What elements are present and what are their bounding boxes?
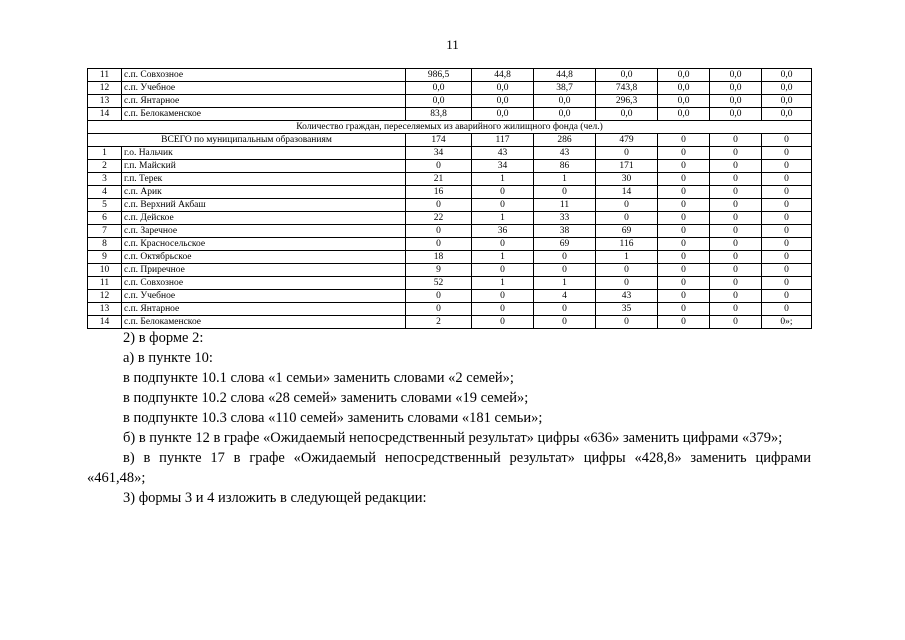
cell-value: 44,8 [472,69,534,82]
cell-value: 0 [762,212,812,225]
cell-value: 0»; [762,316,812,329]
municipality-name: с.п. Верхний Акбаш [122,199,406,212]
cell-value: 0 [472,199,534,212]
paragraph: 2) в форме 2: [123,330,204,346]
cell-value: 0,0 [710,82,762,95]
section-heading-group [88,121,812,147]
cell-value: 0 [710,186,762,199]
cell-value: 0 [596,277,658,290]
cell-value: 0 [472,186,534,199]
table-row [88,69,812,82]
cell-value: 0,0 [406,82,472,95]
paragraph: в подпункте 10.2 слова «28 семей» заменить словами «19 семей»; [123,390,529,406]
total-value: 286 [534,134,596,147]
cell-value: 0 [710,160,762,173]
cell-value: 0 [658,173,710,186]
cell-value: 34 [406,147,472,160]
cell-value: 0 [406,160,472,173]
table-row [88,160,812,173]
paragraph-continuation: «461,48»; [87,470,146,486]
cell-value: 0 [472,238,534,251]
cell-value: 38 [534,225,596,238]
cell-value: 0 [596,264,658,277]
cell-value: 36 [472,225,534,238]
cell-value: 0,0 [762,95,812,108]
cell-value: 0,0 [406,95,472,108]
table-row [88,225,812,238]
table-row [88,277,812,290]
cell-value: 986,5 [406,69,472,82]
table-row [88,238,812,251]
municipality-name: с.п. Дейское [122,212,406,225]
paragraph: 3) формы 3 и 4 изложить в следующей редакции: [123,490,427,506]
cell-value: 0 [658,212,710,225]
municipality-name: с.п. Учебное [122,290,406,303]
cell-value: 0 [762,147,812,160]
section-heading: Количество граждан, переселяемых из аварийного жилищного фонда (чел.) [88,121,812,134]
total-value: 0 [710,134,762,147]
municipality-name: с.п. Октябрьское [122,251,406,264]
cell-value: 0 [762,303,812,316]
cell-value: 0 [762,238,812,251]
cell-value: 0 [762,199,812,212]
municipality-name: с.п. Белокаменское [122,108,406,121]
table-row [88,264,812,277]
cell-value: 0 [710,290,762,303]
cell-value: 0,0 [472,82,534,95]
row-number: 12 [88,82,122,95]
cell-value: 1 [472,212,534,225]
cell-value: 0 [710,264,762,277]
total-value: 479 [596,134,658,147]
cell-value: 83,8 [406,108,472,121]
top-rows-group [88,69,812,121]
total-value: 117 [472,134,534,147]
paragraph: б) в пункте 12 в графе «Ожидаемый непосредственный результат» цифры «636» заменить цифрами «379»; [123,430,783,446]
municipality-name: с.п. Красносельское [122,238,406,251]
cell-value: 0,0 [596,69,658,82]
municipality-name: с.п. Совхозное [122,277,406,290]
cell-value: 22 [406,212,472,225]
page-number: 11 [446,37,459,52]
cell-value: 0,0 [658,82,710,95]
cell-value: 0 [406,238,472,251]
table-row [88,173,812,186]
table-row [88,251,812,264]
cell-value: 0,0 [710,69,762,82]
cell-value: 0 [762,290,812,303]
cell-value: 0 [762,160,812,173]
cell-value: 0 [762,251,812,264]
cell-value: 69 [596,225,658,238]
cell-value: 116 [596,238,658,251]
municipality-name: с.п. Арик [122,186,406,199]
paragraph: в подпункте 10.3 слова «110 семей» заменить словами «181 семьи»; [123,410,543,426]
cell-value: 35 [596,303,658,316]
cell-value: 0 [534,316,596,329]
cell-value: 0 [762,225,812,238]
cell-value: 0 [762,277,812,290]
cell-value: 52 [406,277,472,290]
cell-value: 0,0 [658,108,710,121]
paragraph: в подпункте 10.1 слова «1 семьи» заменить словами «2 семей»; [123,370,514,386]
row-number: 11 [88,69,122,82]
table-row [88,199,812,212]
cell-value: 0,0 [472,95,534,108]
cell-value: 743,8 [596,82,658,95]
cell-value: 0 [658,277,710,290]
municipality-name: с.п. Янтарное [122,95,406,108]
table-row [88,186,812,199]
cell-value: 0 [658,316,710,329]
row-number: 14 [88,316,122,329]
cell-value: 0,0 [762,108,812,121]
cell-value: 1 [472,251,534,264]
cell-value: 0 [472,264,534,277]
row-number: 3 [88,173,122,186]
amendment-text [87,328,811,508]
cell-value: 34 [472,160,534,173]
cell-value: 0 [658,160,710,173]
cell-value: 0 [534,186,596,199]
paragraph: а) в пункте 10: [123,350,213,366]
table-row [88,147,812,160]
cell-value: 38,7 [534,82,596,95]
municipality-name: г.п. Терек [122,173,406,186]
cell-value: 0 [658,251,710,264]
municipality-name: с.п. Совхозное [122,69,406,82]
cell-value: 0 [762,264,812,277]
paragraph: в) в пункте 17 в графе «Ожидаемый непосредственный результат» цифры «428,8» заменить цифрами [123,450,811,466]
cell-value: 21 [406,173,472,186]
cell-value: 0 [658,290,710,303]
cell-value: 0 [762,186,812,199]
cell-value: 0 [710,303,762,316]
cell-value: 0 [710,147,762,160]
cell-value: 0 [710,238,762,251]
cell-value: 1 [534,173,596,186]
cell-value: 0 [710,251,762,264]
cell-value: 1 [472,277,534,290]
total-value: 0 [658,134,710,147]
cell-value: 0 [658,225,710,238]
cell-value: 0 [762,173,812,186]
cell-value: 4 [534,290,596,303]
row-number: 10 [88,264,122,277]
row-number: 6 [88,212,122,225]
cell-value: 33 [534,212,596,225]
municipality-name: с.п. Белокаменское [122,316,406,329]
row-number: 12 [88,290,122,303]
cell-value: 0,0 [534,95,596,108]
cell-value: 16 [406,186,472,199]
cell-value: 296,3 [596,95,658,108]
cell-value: 30 [596,173,658,186]
cell-value: 0,0 [762,69,812,82]
cell-value: 0,0 [596,108,658,121]
cell-value: 0 [710,173,762,186]
cell-value: 0 [710,277,762,290]
cell-value: 0 [472,290,534,303]
cell-value: 44,8 [534,69,596,82]
municipality-name: г.п. Майский [122,160,406,173]
cell-value: 0,0 [762,82,812,95]
table-row [88,82,812,95]
municipality-name: с.п. Приречное [122,264,406,277]
cell-value: 0 [658,238,710,251]
cell-value: 86 [534,160,596,173]
total-value: 0 [762,134,812,147]
table-row [88,290,812,303]
cell-value: 0 [406,225,472,238]
cell-value: 0 [534,251,596,264]
municipality-name: с.п. Учебное [122,82,406,95]
people-rows-group [88,147,812,329]
cell-value: 0,0 [658,95,710,108]
cell-value: 0 [596,147,658,160]
cell-value: 0 [710,225,762,238]
total-value: 174 [406,134,472,147]
cell-value: 0 [710,199,762,212]
table-row [88,303,812,316]
table-row [88,108,812,121]
cell-value: 69 [534,238,596,251]
cell-value: 18 [406,251,472,264]
cell-value: 0 [596,199,658,212]
cell-value: 0 [710,212,762,225]
cell-value: 1 [472,173,534,186]
row-number: 8 [88,238,122,251]
municipality-name: г.о. Нальчик [122,147,406,160]
table-row [88,316,812,329]
cell-value: 0 [658,199,710,212]
cell-value: 0 [658,264,710,277]
cell-value: 0,0 [658,69,710,82]
cell-value: 0 [658,303,710,316]
cell-value: 43 [596,290,658,303]
cell-value: 171 [596,160,658,173]
cell-value: 43 [534,147,596,160]
cell-value: 0 [596,316,658,329]
row-number: 4 [88,186,122,199]
row-number: 7 [88,225,122,238]
cell-value: 0 [658,186,710,199]
cell-value: 0 [406,303,472,316]
table-row [88,95,812,108]
row-number: 13 [88,95,122,108]
cell-value: 14 [596,186,658,199]
row-number: 2 [88,160,122,173]
cell-value: 0,0 [534,108,596,121]
cell-value: 0 [710,316,762,329]
cell-value: 43 [472,147,534,160]
cell-value: 0,0 [472,108,534,121]
resettlement-table [87,68,812,329]
cell-value: 0 [534,303,596,316]
cell-value: 0 [658,147,710,160]
row-number: 11 [88,277,122,290]
cell-value: 9 [406,264,472,277]
total-label: ВСЕГО по муниципальным образованиям [88,134,406,147]
row-number: 5 [88,199,122,212]
cell-value: 1 [596,251,658,264]
cell-value: 0 [534,264,596,277]
row-number: 1 [88,147,122,160]
section-heading-row [88,121,812,134]
cell-value: 0 [406,290,472,303]
cell-value: 0 [596,212,658,225]
row-number: 14 [88,108,122,121]
row-number: 9 [88,251,122,264]
municipality-name: с.п. Янтарное [122,303,406,316]
cell-value: 0 [406,199,472,212]
cell-value: 0,0 [710,95,762,108]
cell-value: 0,0 [710,108,762,121]
cell-value: 0 [472,303,534,316]
table-row [88,212,812,225]
cell-value: 1 [534,277,596,290]
cell-value: 0 [472,316,534,329]
municipality-name: с.п. Заречное [122,225,406,238]
cell-value: 11 [534,199,596,212]
total-row [88,134,812,147]
cell-value: 2 [406,316,472,329]
row-number: 13 [88,303,122,316]
